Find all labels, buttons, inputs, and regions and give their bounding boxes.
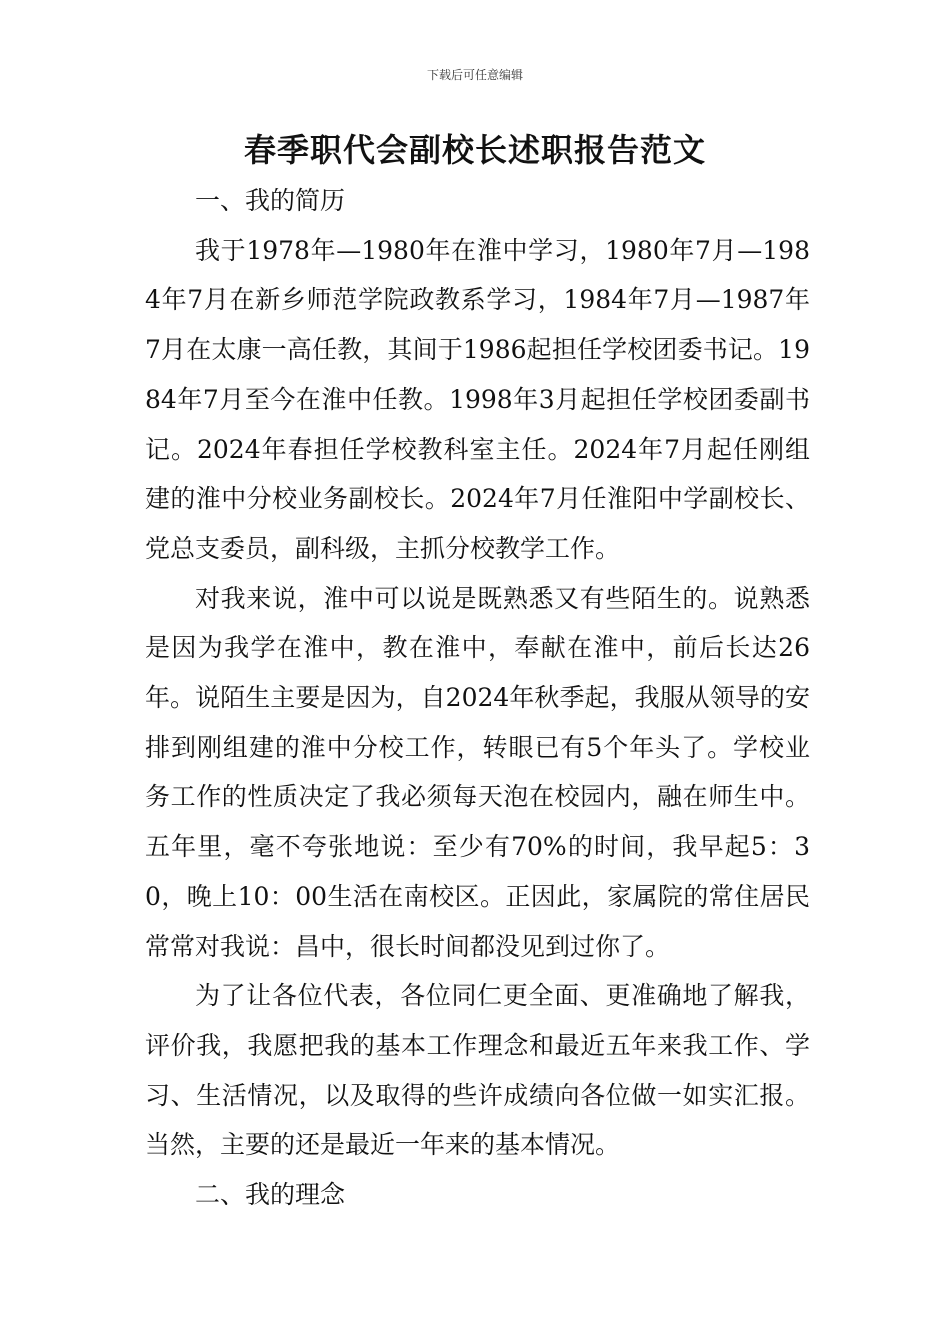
section-heading-philosophy: 二、我的理念 xyxy=(195,1180,346,1210)
paragraph-familiarity: 对我来说，淮中可以说是既熟悉又有些陌生的。说熟悉是因为我学在淮中，教在淮中，奉献在淮中，前后长达26年。说陌生主要是因为，自2024年秋季起，我服从领导的安排到刚组建的淮中分校工作，转眼已有5个年头了。学校业务工作的性质决定了我必须每天泡在校园内，融在师生中。五年里，毫不夸张地说：至少有70%的时间，我早起5：30，晚上10：00生活在南校区。正因此，家属院的常住居民常常对我说：昌中，很长时间都没见到过你了。 xyxy=(145,583,810,961)
paragraph-report-intro: 为了让各位代表，各位同仁更全面、更准确地了解我，评价我，我愿把我的基本工作理念和最近五年来我工作、学习、生活情况，以及取得的些许成绩向各位做一如实汇报。当然，主要的还是最近一年来的基本情况。 xyxy=(145,981,810,1160)
header-note: 下载后可任意编辑 xyxy=(426,68,523,82)
section-heading-resume: 一、我的简历 xyxy=(195,186,346,215)
document-body xyxy=(145,176,810,1220)
document-title: 春季职代会副校长述职报告范文 xyxy=(243,131,706,169)
paragraph-resume: 我于1978年—1980年在淮中学习，1980年7月—1984年7月在新乡师范学院政教系学习，1984年7月—1987年7月在太康一高任教，其间于1986起担任学校团委书记。1984年7月至今在淮中任教。1998年3月起担任学校团委副书记。2024年春担任学校教科室主任。2024年7月起任刚组建的淮中分校业务副校长。2024年7月任淮阳中学副校长、党总支委员，副科级，主抓分校教学工作。 xyxy=(145,235,810,563)
